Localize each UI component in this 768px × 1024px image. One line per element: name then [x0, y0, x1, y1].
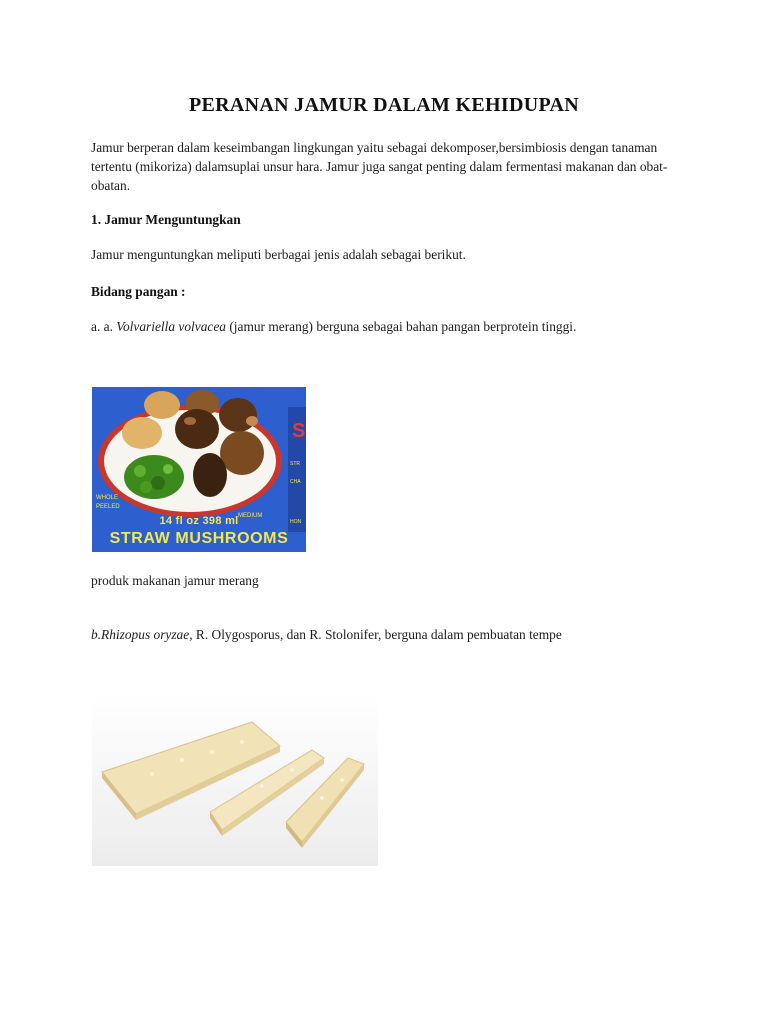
item-a-species: Volvariella volvacea — [116, 319, 226, 334]
can-product-label: STRAW MUSHROOMS — [109, 530, 289, 547]
image-caption: produk makanan jamur merang — [91, 573, 259, 588]
section-heading-jamur-menguntungkan: 1. Jamur Menguntungkan — [91, 212, 241, 227]
tempe-illustration — [92, 694, 378, 866]
subheading-bidang-pangan: Bidang pangan : — [91, 284, 186, 299]
svg-text:WHOLE: WHOLE — [96, 495, 119, 501]
straw-mushroom-illustration — [92, 387, 306, 552]
tempe-image — [92, 694, 378, 866]
item-b-text: R. Olygosporus, dan R. Stolonifer, berguna dalam pembuatan tempe — [192, 627, 562, 642]
svg-text:CHA: CHA — [290, 479, 301, 485]
svg-text:PEELED: PEELED — [96, 504, 120, 510]
item-b-prefix: b. — [91, 627, 102, 642]
page-title: PERANAN JAMUR DALAM KEHIDUPAN — [189, 94, 579, 116]
svg-text:STR: STR — [290, 461, 300, 467]
svg-text:HON: HON — [290, 519, 302, 525]
item-b-species: Rhizopus oryzae, — [101, 627, 193, 642]
item-a-text: (jamur merang) berguna sebagai bahan pangan berprotein tinggi. — [225, 319, 577, 334]
item-a-prefix: a. a. — [91, 319, 117, 334]
can-volume-label: 14 fl oz 398 ml — [159, 515, 239, 527]
section-paragraph: Jamur menguntungkan meliputi berbagai jenis adalah sebagai berikut. — [91, 247, 466, 262]
item-a-paragraph — [91, 317, 691, 336]
item-b-paragraph — [91, 625, 691, 644]
intro-paragraph: Jamur berperan dalam keseimbangan lingkungan yaitu sebagai dekomposer,bersimbiosis dengan tanaman tertentu (mikoriza) dalamsuplai unsur hara. Jamur juga sangat penting dalam fermentasi makanan dan obat-obatan. — [91, 140, 668, 193]
svg-text:MEDIUM: MEDIUM — [238, 513, 263, 519]
svg-text:S: S — [292, 420, 306, 442]
straw-mushroom-image — [92, 387, 306, 552]
